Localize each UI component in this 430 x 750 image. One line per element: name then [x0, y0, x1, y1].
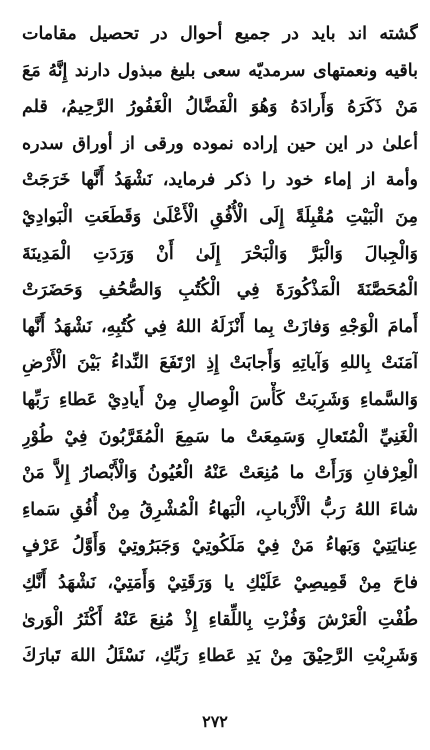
text-line-11: وَالسَّماءِ وَشَرِبَتْ كَأْسَ الْوِصالِ مِنْ أَيادِيْ عَطاءِ رَبِّها: [22, 389, 418, 410]
page-number: ۲۷۲: [202, 712, 228, 731]
text-line-8: الْمُحَصَّنَةَ الْمَذْكُورَةَ فِي الْكُتُبِ وَالصُّحُفِ وَحَضَرَتْ: [22, 280, 418, 301]
text-line-18: وَشَرِبْتِ الرَّحِيْقَ مِنْ يَدِ عَطاءِ رَبِّكِ، نَسْئَلُ اللهَ تَبارَكَ: [22, 646, 418, 667]
body-text: [22, 16, 418, 675]
text-line-4: أعلیٰ در این حین إراده نموده ورقی از أوراق سدره: [22, 133, 418, 154]
text-line-16: فاحَ مِنْ قَمِيصِيْ عَلَيْكِ يا وَرَقَتِيْ وَأَمَتِيْ، نَشْهَدُ أَنَّكِ: [22, 572, 418, 593]
text-line-2: باقيه ونعمتهای سرمدیّه سعی بلیغ مبذول دارند إِنَّهُ مَعَ: [22, 60, 418, 81]
text-line-17: طُفْتِ الْعَرْشَ وَفُزْتِ بِاللِّقاءِ إِذْ مُنِعَ عَنْهُ أَكْثَرُ الْوَرىٰ: [22, 609, 418, 630]
text-line-7: وَالْجِبالَ وَالْبَرَّ وَالْبَحْرَ إِلَىٰ أَنْ وَرَدَتِ الْمَدِينَةَ: [22, 243, 418, 264]
text-line-14: شاءَ اللهُ رَبُّ الْأَرْبابِ، الْبَهاءُ الْمُشْرِقُ مِنْ أُفُقِ سَماءِ: [22, 499, 418, 520]
text-line-1: گشته اند باید در جمیع أحوال در تحصيل مقامات: [22, 24, 418, 44]
text-line-12: الْغَنِيِّ الْمُتَعالِ وَسَمِعَتْ ما سَمِعَ الْمُقَرَّبُونَ فِيْ طُوْرِ: [22, 426, 418, 447]
text-line-15: عِنايَتِيْ وَبَهاءُ مَنْ فِيْ مَلَكُوتِيْ وَجَبَرُوتِيْ وَأَوَّلُ عَرْفٍ: [22, 536, 418, 557]
text-line-10: آمَنَتْ بِاللهِ وَآياتِهِ وَأَجابَتْ إِذِ ارْتَفَعَ النِّداءُ بَيْنَ الْأَرْضِ: [22, 353, 418, 374]
text-line-9: أَمامَ الْوَجْهِ وَفازَتْ بِما أَنْزَلَهُ اللهُ فِي كُتُبِهِ، نَشْهَدُ أَنَّها: [22, 316, 418, 337]
text-line-3: مَنْ ذَكَرَهُ وَأَرادَهُ وَهُوَ الْفَضَّالُ الْغَفُورُ الرَّحِيمُ، قلم: [22, 97, 418, 118]
text-line-5: وأمة از إماء خود را ذكر فرماید، نَشْهَدُ أَنَّها خَرَجَتْ: [22, 170, 418, 191]
text-line-6: مِنَ الْبَيْتِ مُقْبِلَةً إِلَى الْأُفُقِ الْأَعْلَىٰ وَقَطَعَتِ الْبَوادِيْ: [22, 206, 418, 227]
text-line-13: الْعِرْفانِ وَرَأَتْ ما مُنِعَتْ عَنْهُ الْعُيُونُ وَالْأَبْصارُ إِلاَّ مَنْ: [22, 463, 418, 484]
